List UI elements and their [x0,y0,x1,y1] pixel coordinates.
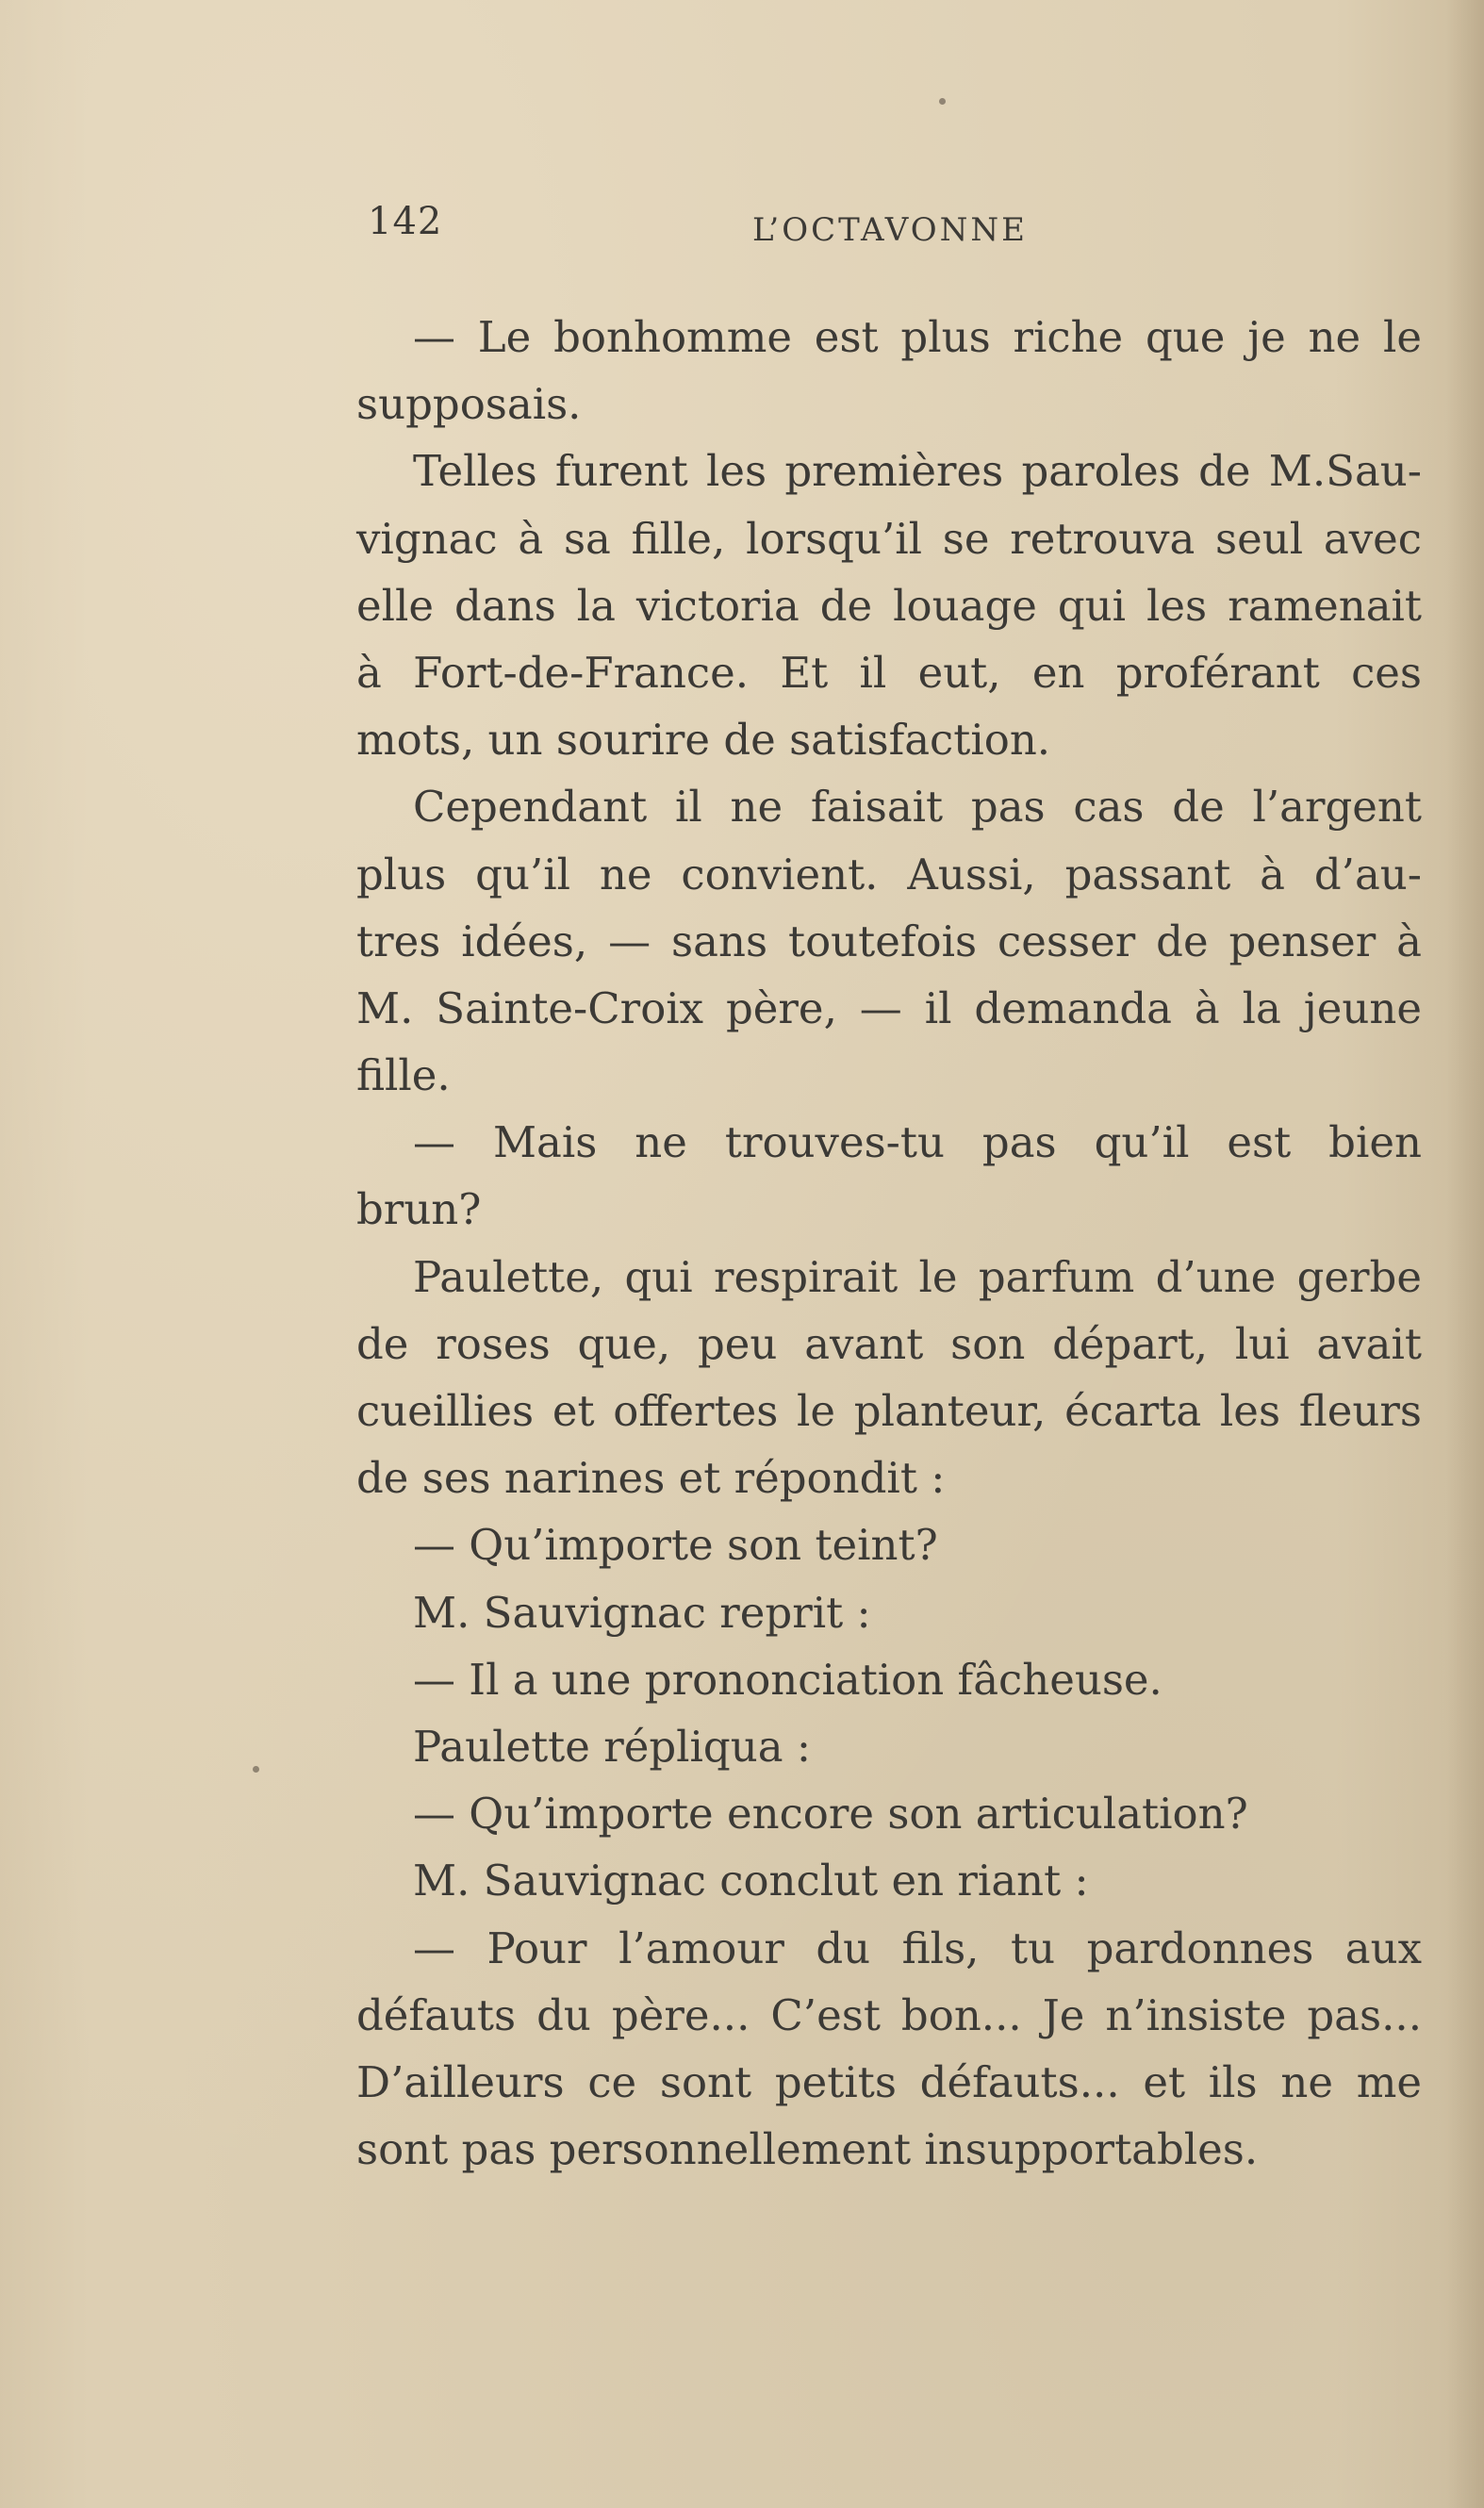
page-edge-shadow [1446,0,1484,2508]
text-line: à Fort-de-France. Et il eut, en proférant ces [356,647,1422,698]
text-line: sont pas personnellement insupportables. [356,2124,1259,2175]
text-line: — Qu’importe son teint? [413,1520,938,1571]
text-line: — Pour l’amour du fils, tu pardonnes aux [413,1922,1422,1973]
text-line: Cependant il ne faisait pas cas de l’argent [413,782,1422,833]
paper-speck [939,98,946,105]
text-line: M. Sainte-Croix père, — il demanda à la jeune [356,982,1422,1033]
text-line: défauts du père... C’est bon... Je n’insiste pas... [356,1989,1422,2040]
text-line: — Mais ne trouves-tu pas qu’il est bien [413,1117,1422,1168]
text-line: de roses que, peu avant son départ, lui avait [356,1318,1422,1369]
text-line: — Il a une prononciation fâcheuse. [413,1654,1162,1705]
text-line: fille. [356,1050,451,1101]
text-line: vignac à sa fille, lorsqu’il se retrouva seul avec [356,513,1422,564]
text-line: — Qu’importe encore son articulation? [413,1789,1248,1840]
page-number: 142 [368,200,443,243]
text-line: mots, un sourire de satisfaction. [356,715,1051,766]
text-line: supposais. [356,379,582,430]
text-line: M. Sauvignac reprit : [413,1587,871,1638]
text-line: Paulette répliqua : [413,1721,812,1772]
text-line: Telles furent les premières paroles de M.Sau- [413,446,1422,497]
text-line: de ses narines et répondit : [356,1453,946,1504]
text-line: — Le bonhomme est plus riche que je ne le [413,312,1422,362]
page-header [368,200,1056,256]
text-line: plus qu’il ne convient. Aussi, passant à d’au- [356,849,1422,899]
paper-speck [253,1766,259,1773]
text-line: Paulette, qui respirait le parfum d’une gerbe [413,1251,1422,1302]
text-line: M. Sauvignac conclut en riant : [413,1856,1089,1906]
text-line: D’ailleurs ce sont petits défauts... et ils ne me [356,2056,1422,2107]
text-line: tres idées, — sans toutefois cesser de penser à [356,916,1422,966]
body-text [356,304,1422,2183]
text-line: cueillies et offertes le planteur, écarta les fleurs [356,1386,1422,1436]
text-line: elle dans la victoria de louage qui les ramenait [356,580,1422,631]
running-title: L’OCTAVONNE [752,211,1028,249]
text-line: brun? [356,1184,482,1235]
